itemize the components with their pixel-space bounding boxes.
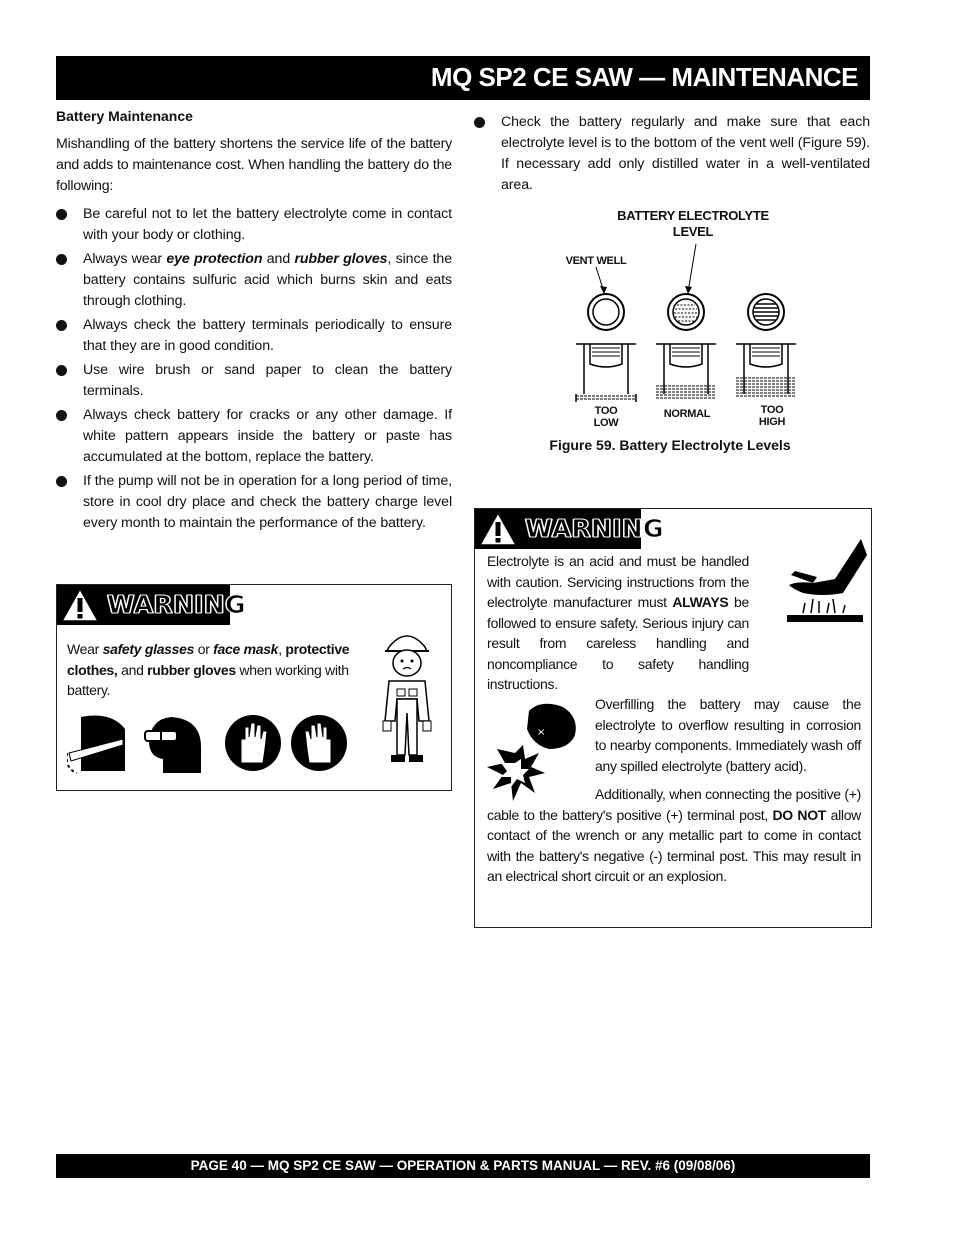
bullet-icon <box>56 209 67 220</box>
battery-electrolyte-figure <box>540 204 840 464</box>
bullet-icon <box>56 476 67 487</box>
terminal-short-circuit-text: Additionally, when connecting the positive (+) cable to the battery's positive (+) terminal post, DO NOT allow contact of the wrench or any metallic part to come in contact with the battery's negative (-) terminal post. This may result in an electrical short circuit or an explosion. <box>487 786 861 884</box>
warning-header <box>475 509 664 549</box>
section-heading: Battery Maintenance <box>56 108 193 124</box>
bullet-icon <box>56 365 67 376</box>
rubber-gloves-icon <box>289 713 349 773</box>
bullet-item: If the pump will not be in operation for a long period of time, store in cool dry place and check the battery charge level every month to maintain the performance of the battery. <box>56 471 452 534</box>
safety-glasses-icon <box>141 713 205 777</box>
figure-label-vent-well: VENT WELL <box>565 255 627 267</box>
bullet-item: Be careful not to let the battery electrolyte come in contact with your body or clothing. <box>56 204 452 246</box>
figure-label-too-high: TOO HIGH <box>758 404 786 428</box>
bullet-item: Always check battery for cracks or any other damage. If white pattern appears inside the battery or paste has accumulated at the bottom, replace the battery. <box>56 405 452 468</box>
check-bullet-list <box>474 112 870 196</box>
figure-label-too-low: TOO LOW <box>593 405 619 429</box>
page-title: MQ SP2 CE SAW — MAINTENANCE <box>430 62 858 92</box>
warning-triangle-icon <box>61 588 99 622</box>
ppe-warning-text: Wear safety glasses or face mask, protective clothes, and rubber gloves when working with battery. <box>67 641 350 698</box>
acid-handling-text: Electrolyte is an acid and must be handled with caution. Servicing instructions from the electrolyte manufacturer must ALWAYS be followed to ensure safety. Serious injury can result from careless handling and noncompliance to safety handling instructions. <box>487 553 750 692</box>
bullet-icon <box>56 320 67 331</box>
overfilling-warning-text: Overfilling the battery may cause the electrolyte to overflow resulting in corrosion to nearby components. Immediately wash off any spilled electrolyte (battery acid). <box>595 696 861 774</box>
electrolyte-warning-text <box>487 551 863 695</box>
protective-clothing-worker-icon <box>375 629 439 769</box>
bullet-item: Always check the battery terminals periodically to ensure that they are in good condition. <box>56 315 452 357</box>
bullet-item: Use wire brush or sand paper to clean the battery terminals. <box>56 360 452 402</box>
warning-header <box>57 585 246 625</box>
left-column <box>56 108 452 537</box>
page-header-bar <box>56 56 870 100</box>
bullet-item: Always wear eye protection and rubber gloves, since the battery contains sulfuric acid which burns skin and eats through clothing. <box>56 249 452 312</box>
intro-paragraph: Mishandling of the battery shortens the service life of the battery and adds to maintenance cost. When handling the battery do the following: <box>56 136 452 194</box>
face-shield-icon <box>67 713 131 777</box>
warning-triangle-icon <box>479 512 517 546</box>
electrolyte-warning-box <box>474 508 872 928</box>
svg-text:×: × <box>537 727 546 738</box>
bullet-icon <box>474 117 485 128</box>
figure-label-normal: NORMAL <box>663 408 711 420</box>
bullet-item: Check the battery regularly and make sure that each electrolyte level is to the bottom of the vent well (Figure 59). If necessary add only distilled water in a well-ventilated area. <box>474 112 870 196</box>
page-footer: PAGE 40 — MQ SP2 CE SAW — OPERATION & PARTS MANUAL — REV. #6 (09/08/06) <box>56 1154 870 1178</box>
bullet-icon <box>56 254 67 265</box>
warning-title: WARNING <box>525 514 664 543</box>
maintenance-bullet-list <box>56 204 452 534</box>
right-column <box>474 112 870 199</box>
figure-label-title: BATTERY ELECTROLYTE LEVEL <box>617 208 769 239</box>
bullet-icon <box>56 410 67 421</box>
ppe-warning-box <box>56 584 452 791</box>
figure-caption: Figure 59. Battery Electrolyte Levels <box>549 437 791 453</box>
rubber-gloves-icon <box>223 713 283 773</box>
warning-title: WARNING <box>107 590 246 619</box>
